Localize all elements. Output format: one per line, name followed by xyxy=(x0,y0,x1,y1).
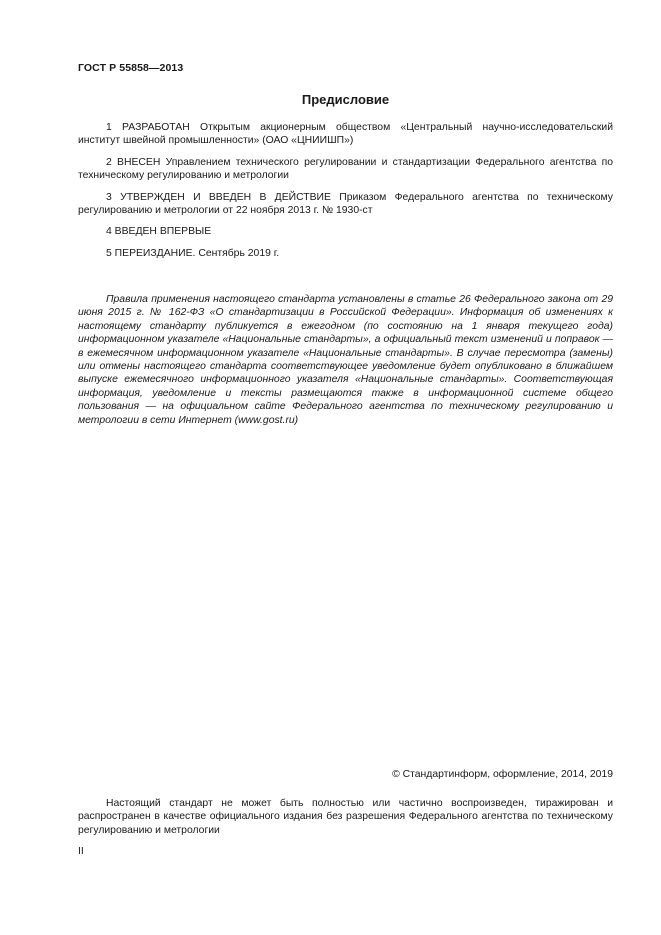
item-text: Управлением технического регулировании и стандартизации Федерального агентства по техническому регулированию и метрологии xyxy=(78,156,614,182)
foreword-items xyxy=(78,121,613,268)
page-title: Предисловие xyxy=(301,92,390,107)
item-lead: УТВЕРЖДЕН И ВВЕДЕН В ДЕЙСТВИЕ xyxy=(120,191,331,203)
item-text: Открытым акционерным обществом «Центральный научно-исследовательский институт швейной промышленности» (ОАО «ЦНИИШП») xyxy=(78,122,613,147)
item-lead: ВВЕДЕН ВПЕРВЫЕ xyxy=(114,226,212,238)
copyright-line: © Стандартинформ, оформление, 2014, 2019 xyxy=(392,769,613,780)
item-lead: РАЗРАБОТАН xyxy=(122,122,190,133)
item-number: 2 xyxy=(106,156,112,168)
document-id: ГОСТ Р 55858—2013 xyxy=(78,62,184,74)
item-text: Сентябрь 2019 г. xyxy=(198,247,280,259)
foreword-item-4 xyxy=(78,225,613,238)
foreword-item-5 xyxy=(78,247,613,260)
item-number: 5 xyxy=(106,247,112,259)
item-lead: ПЕРЕИЗДАНИЕ. xyxy=(114,247,196,259)
foreword-item-1 xyxy=(78,121,613,148)
item-number: 4 xyxy=(106,226,112,238)
page-number: II xyxy=(78,846,84,857)
item-text: Приказом Федерального агентства по техническому регулированию и метрологии от 22 ноября 2013 г. № 1930-ст xyxy=(78,191,613,217)
reproduction-notice: Настоящий стандарт не может быть полностью или частично воспроизведен, тиражирован и распространен в качестве официального издания без разрешения Федерального агентства по техническому регулированию и метрологии xyxy=(78,798,613,836)
application-notice: Правила применения настоящего стандарта установлены в статье 26 Федерального закона от 29 июня 2015 г. № 162-ФЗ «О стандартизации в Российской Федерации». Информация об изменениях к настоящему стандарту публикуется в ежегодном (по состоянию на 1 января текущего года) информационном указателе «Национальные стандарты», а официальный текст изменений и поправок — в ежемесячном информационном указателе «Национальные стандарты». В случае пересмотра (замены) или отмены настоящего стандарта соответствующее уведомление будет опубликовано в ближайшем выпуске ежемесячного информационного указателя «Национальные стандарты». Соответствующая информация, уведомление и тексты размещаются также в информационной системе общего пользования — на официальном сайте Федерального агентства по техническому регулированию и метрологии в сети Интернет (www.gost.ru) xyxy=(78,294,613,426)
item-number: 3 xyxy=(106,191,112,203)
foreword-item-2 xyxy=(78,156,613,183)
item-lead: ВНЕСЕН xyxy=(117,156,161,168)
item-number: 1 xyxy=(106,122,112,133)
foreword-item-3 xyxy=(78,191,613,218)
